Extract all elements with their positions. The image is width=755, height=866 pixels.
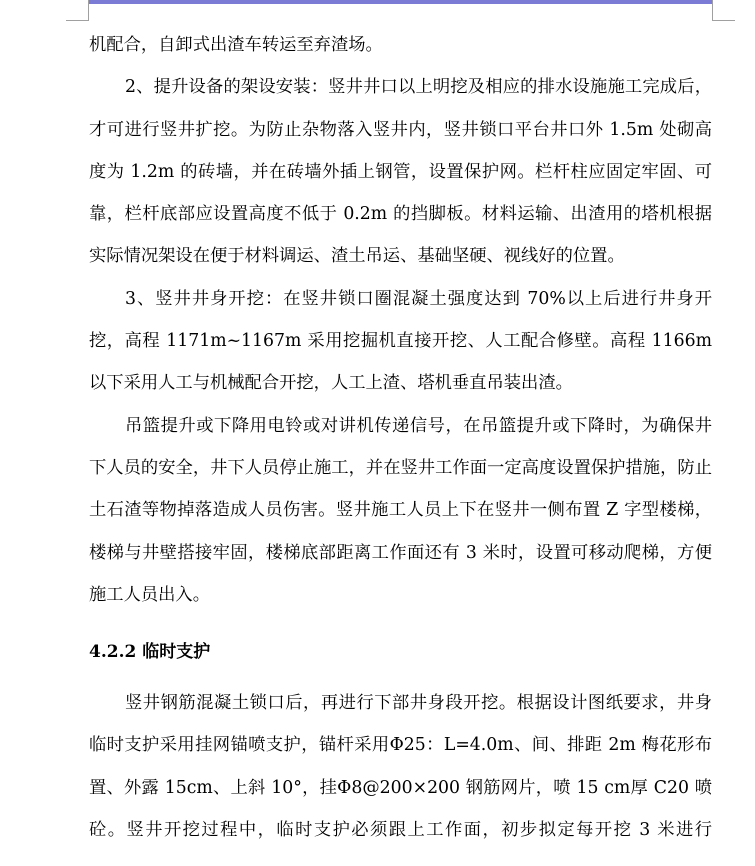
margin-corner-mark-right	[712, 0, 735, 21]
paragraph-3: 3、竖井井身开挖：在竖井锁口圈混凝土强度达到 70%以上后进行井身开挖，高程 1171m~1167m 采用挖掘机直接开挖、人工配合修壁。高程 1166m 以下采用人工与机械配合开挖，人工上渣、塔机垂直吊装出渣。	[89, 288, 712, 394]
document-body	[89, 24, 712, 851]
paragraph-2: 2、提升设备的架设安装：竖井井口以上明挖及相应的排水设施施工完成后，才可进行竖井扩挖。为防止杂物落入竖井内，竖井锁口平台井口外 1.5m 处砌高度为 1.2m 的砖墙，并在砖墙外插上钢管，设置保护网。栏杆柱应固定牢固、可靠，栏杆底部应设置高度不低于 0.2m 的挡脚板。材料运输、出渣用的塔机根据实际情况架设在便于材料调运、渣土吊运、基础坚硬、视线好的位置。	[89, 77, 712, 267]
paragraph-5: 竖井钢筋混凝土锁口后，再进行下部井身段开挖。根据设计图纸要求，井身临时支护采用挂网锚喷支护，锚杆采用Φ25：L=4.0m、间、排距 2m 梅花形布置、外露 15cm、上斜 10°，挂Φ8@200×200 钢筋网片，喷 15 cm厚 C20 喷砼。竖井开挖过程中，临时支护必须跟上工作面，初步拟定每开挖 3 米进行	[89, 693, 712, 841]
header-rule	[89, 0, 712, 4]
margin-corner-mark-left	[66, 0, 89, 21]
paragraph-4: 吊篮提升或下降用电铃或对讲机传递信号，在吊篮提升或下降时，为确保井下人员的安全，井下人员停止施工，并在竖井工作面一定高度设置保护措施，防止土石渣等物掉落造成人员伤害。竖井施工人员上下在竖井一侧布置 Z 字型楼梯，楼梯与井壁搭接牢固，楼梯底部距离工作面还有 3 米时，设置可移动爬梯，方便施工人员出入。	[89, 415, 712, 605]
page-header-area	[0, 0, 755, 24]
paragraph-1: 机配合，自卸式出渣车转运至弃渣场。	[89, 35, 383, 55]
section-heading: 4.2.2 临时支护	[89, 642, 211, 663]
